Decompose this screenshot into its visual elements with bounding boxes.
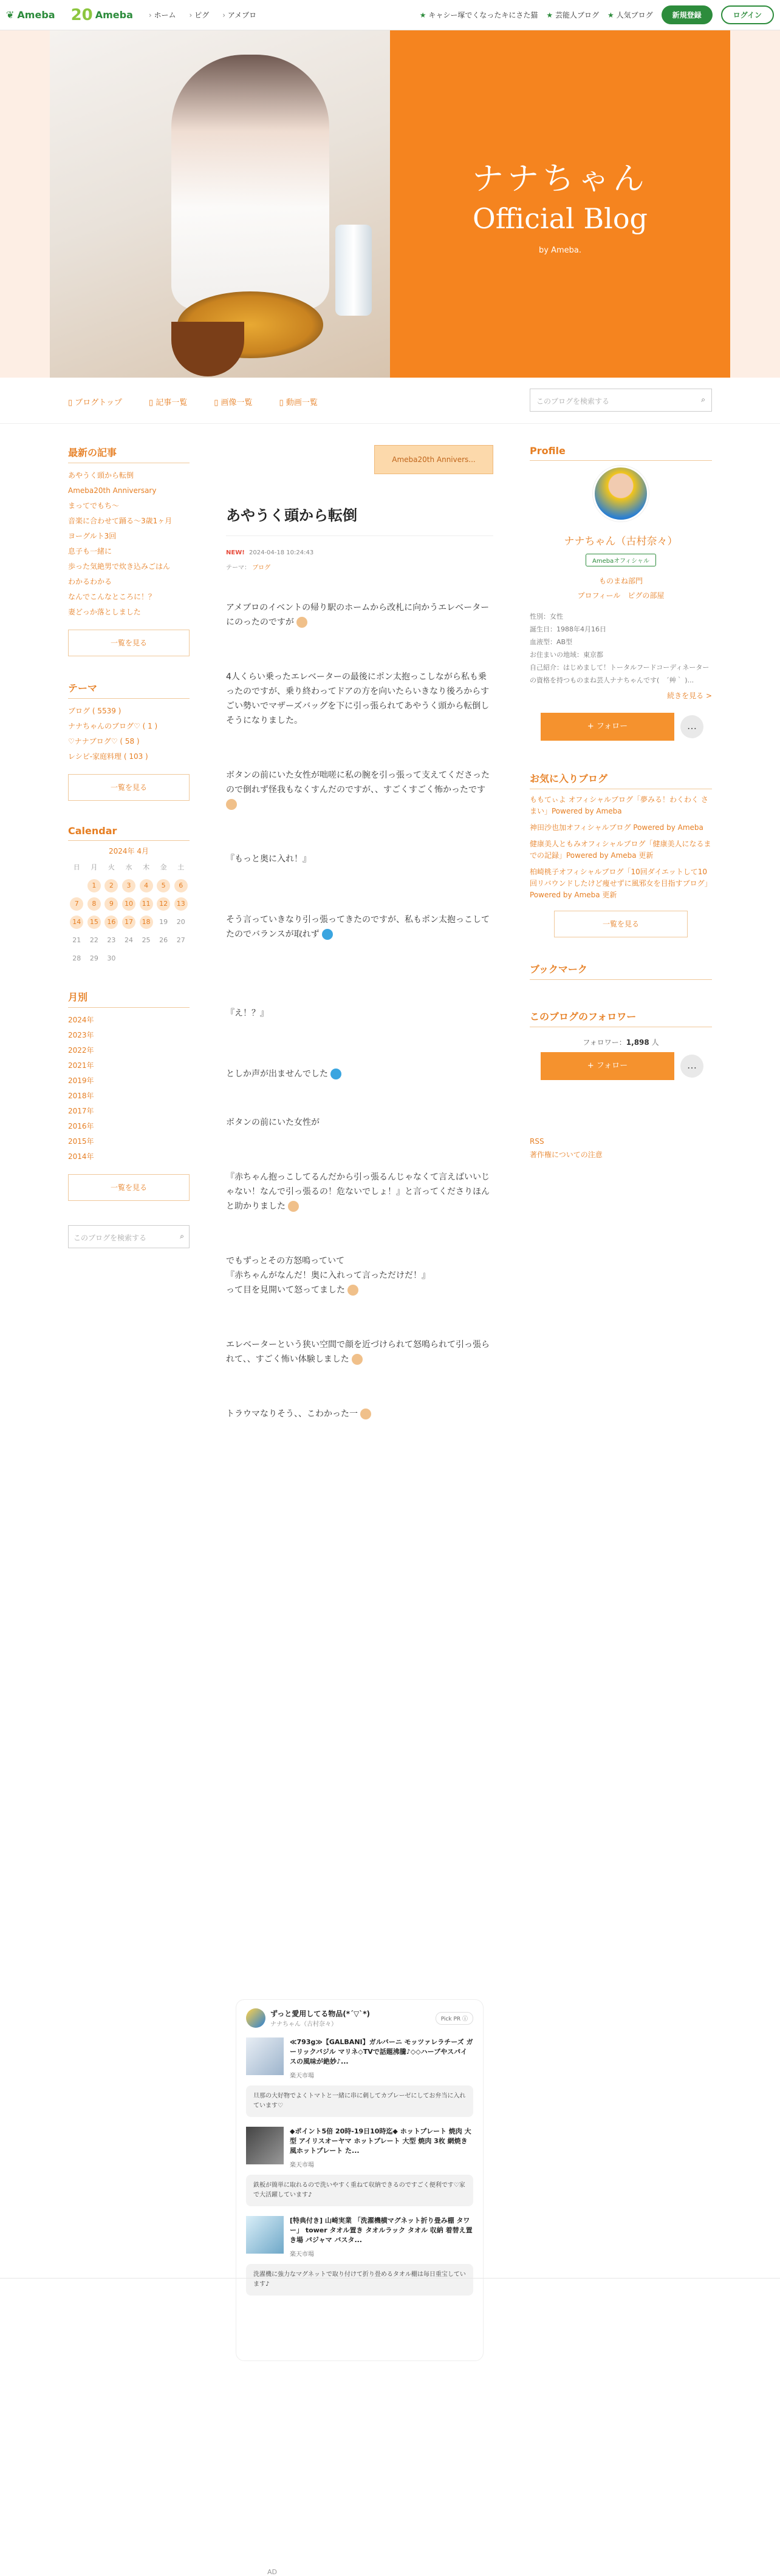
blog-nav [0,378,780,424]
calendar-day-number: 22 [89,936,98,944]
entry-paragraph [226,1170,493,1214]
entry-paragraph [226,1254,493,1297]
profile-name[interactable]: ナナちゃん（古村奈々） [564,535,678,548]
pickpr-badge[interactable]: Pick PR ⓘ [436,2012,473,2025]
calendar-day-number: 2 [104,879,118,892]
emoji-icon [296,617,307,628]
photo-person [171,55,329,310]
calendar-day[interactable] [120,897,138,911]
calendar-day-number: 1 [87,879,101,892]
calendar-day-number: 14 [70,916,83,929]
archive-year-link[interactable]: 2023年 [68,1031,94,1039]
entry-paragraph [226,852,493,866]
product-shop: 楽天市場 [290,2251,314,2258]
ameba-logo[interactable] [6,9,55,21]
profile-intro: 自己紹介：はじめまして！トータルフードコーディネーターの資格を持つものまね芸人ナナちゃんです( ´艸｀ )... [530,664,710,684]
recent-entry-link[interactable]: あやうく頭から転倒 [68,471,134,480]
calendar-day[interactable] [137,897,155,911]
follower-count-value: 1,898 [626,1038,649,1047]
anniversary-logo-number: 20 [70,5,93,24]
entry-paragraph [226,1067,493,1081]
follower-count [530,1037,712,1047]
header-photo [50,30,390,378]
anniversary-logo[interactable] [71,6,133,24]
theme-more-button[interactable]: 一覧を見る [68,774,190,801]
nav-home[interactable]: › ホーム [149,10,176,20]
calendar-day[interactable] [120,879,138,892]
emoji-icon [330,1069,341,1079]
anniversary-logo-text: Ameba [95,9,133,21]
calendar-day [120,952,138,965]
calendar-day-number: 10 [122,897,135,911]
pickpr-item[interactable] [246,2127,473,2169]
blog-subtitle: Official Blog [473,202,648,235]
copyright-notice-link[interactable]: 著作権についての注意 [530,1150,603,1159]
recent-entry-link[interactable]: Ameba20th Anniversary [68,486,157,495]
calendar-day-number: 20 [176,918,185,926]
calendar-day [155,952,173,965]
sidebar-search-input[interactable] [68,1225,190,1248]
entry-meta [226,549,493,556]
follower-count-label: フォロワー： [583,1038,626,1047]
product-shop: 楽天市場 [290,2162,314,2169]
bookmark-title: ブックマーク [530,962,712,980]
entry-text-line: としか声が出ませんでした [226,1067,493,1081]
product-thumbnail[interactable] [246,2037,284,2075]
feed-links [530,1135,712,1161]
calendar-day-number: 12 [157,897,170,911]
product-name[interactable]: [特典付き] 山崎実業 「洗濯機横マグネット折り畳み棚 タワー」 tower タオル置き タオルラック タオル 収納 着替え置き場 パジャマ バスタ... [290,2217,473,2244]
login-button[interactable]: ログイン [721,5,774,24]
product-thumbnail[interactable] [246,2127,284,2164]
entry-text-line: アメブロのイベントの帰り駅のホームから改札に向かうエレベーターにのったのですが [226,603,490,627]
calendar-day-number: 28 [72,954,81,962]
calendar-day-number: 30 [107,954,116,962]
register-button[interactable]: 新規登録 [662,5,713,24]
photo-bowl [171,322,244,376]
favorite-blog-link[interactable]: 神田沙也加オフィシャルブログ Powered by Ameba [530,823,703,832]
calendar-day-number: 4 [140,879,153,892]
archive-year-link[interactable]: 2016年 [68,1122,94,1130]
profile-avatar[interactable] [593,466,649,522]
calendar-day[interactable] [103,916,120,929]
archive-year-link[interactable]: 2014年 [68,1152,94,1161]
profile-location: お住まいの地域：東京都 [530,651,603,659]
header-link-trending[interactable]: ★ キャシー塚でくなったキにさた猫 [420,10,538,20]
calendar-day-number: 18 [140,916,153,929]
emoji-icon [347,1285,358,1296]
calendar-day[interactable] [68,897,86,911]
pickpr-title: ずっと愛用してる物品(*´▽`*) [270,2010,371,2018]
calendar-day[interactable] [137,879,155,892]
profile-info [530,610,712,687]
recent-entry-link[interactable]: まってでもち～ [68,501,120,510]
calendar-day-number: 7 [70,897,83,911]
entry-article [226,445,493,1421]
calendar-day [68,952,86,965]
calendar-day-number: 29 [89,954,98,962]
calendar-grid [68,861,190,965]
more-options-icon[interactable]: … [680,1055,703,1078]
calendar-day-number: 6 [174,879,188,892]
entry-date: 2024-04-18 10:24:43 [248,549,314,556]
calendar-day [120,934,138,947]
entry-text-line: 4人くらい乗ったエレベーターの最後にポン太抱っこしながら私も乗ったのですが、乗り終わってドアの方を向いたらいきなり後ろからすごい勢いでマザーズバッグを下に引っ張られてあやうく頭から転倒しそうになりました。 [226,672,490,726]
emoji-icon [322,929,333,940]
search-icon[interactable]: ⌕ [180,1232,184,1240]
entry-text-line: そう言っていきなり引っ張ってきたのですが、私もポン太抱っこしてたのでバランスが取れず [226,915,490,939]
follower-count-unit: 人 [649,1038,659,1047]
recent-more-button[interactable]: 一覧を見る [68,630,190,656]
new-badge: NEW! [226,549,245,556]
pickpr-item[interactable] [246,2216,473,2258]
entry-paragraph [226,1115,493,1130]
nav-ameblo[interactable]: › アメブロ [222,10,256,20]
favorite-more-button[interactable]: 一覧を見る [554,911,688,937]
header-right [420,5,774,24]
archive-year-link[interactable]: 2024年 [68,1016,94,1024]
recent-entry-link[interactable]: 妻どっか落としました [68,608,141,616]
calendar-day [172,916,190,929]
calendar-day-number: 5 [157,879,170,892]
monthly-archive-title: 月別 [68,990,190,1008]
sidebar-search-placeholder: このブログを検索する [74,1234,147,1242]
calendar-day-number: 16 [104,916,118,929]
calendar-day [103,934,120,947]
product-comment: 洗濯機に強力なマグネットで取り付けて折り畳めるタオル棚は毎日重宝しています♪ [246,2264,473,2296]
calendar-day [172,952,190,965]
entry-text-line: 『赤ちゃんがなんだ！奥に入れって言っただけだ！』 [226,1271,430,1280]
profile-title: Profile [530,445,712,461]
theme-link[interactable]: ナナちゃんのブログ♡ ( 1 ) [68,722,158,730]
global-nav [149,10,256,20]
entry-paragraph [226,1337,493,1367]
hashtag-button[interactable]: Ameba20th Annivers... [374,445,493,474]
calendar-weekday: 金 [160,863,167,871]
entry-text-line: 『赤ちゃん抱っこしてるんだから引っ張るんじゃなくて言えばいいじゃない！なんで引っ張るの！危ないでしょ！』と言ってくださりほんと助かりました [226,1172,490,1211]
archive-year-link[interactable]: 2018年 [68,1092,94,1100]
theme-title: テーマ [68,681,190,699]
calendar-weekday: 水 [125,863,132,871]
calendar-day [172,934,190,947]
header-link-celebrity-blog[interactable]: ★ 芸能人ブログ [546,10,599,20]
header-link-popular-blog[interactable]: ★ 人気ブログ [607,10,653,20]
tab-entry-list[interactable]: ▯ 記事一覧 [149,396,187,407]
pick-pr-box [236,1999,484,2361]
entry-paragraph [226,768,493,812]
photo-bottle [335,225,372,316]
entry-body [226,600,493,1421]
recent-entry-link[interactable]: 歩った気絶男で炊き込みごはん [68,562,171,571]
calendar-day [155,916,173,929]
calendar-weekday: 土 [177,863,185,871]
tab-video-list[interactable]: ▯ 動画一覧 [279,396,318,407]
calendar-day-number: 13 [174,897,188,911]
tab-image-list[interactable]: ▯ 画像一覧 [214,396,252,407]
entry-title: あやうく頭から転倒 [226,503,493,536]
pickpr-avatar [246,2008,265,2028]
archive-more-button[interactable]: 一覧を見る [68,1174,190,1201]
archive-year-link[interactable]: 2019年 [68,1076,94,1085]
emoji-icon [352,1354,363,1365]
entry-text-line: トラウマなりそう、、こわかった一 [226,1407,493,1421]
calendar-day-number: 19 [159,918,168,926]
blog-title: ナナちゃん [471,161,648,197]
calendar-day-number: 8 [87,897,101,911]
follow-button-bottom[interactable]: + フォロー [541,1052,674,1080]
profile-category-link[interactable]: ものまね部門 [598,577,643,585]
calendar-day[interactable] [172,897,190,911]
entry-text-line: 『え！？』 [226,1008,269,1018]
calendar-day[interactable] [103,879,120,892]
by-ameba: by Ameba. [539,246,581,255]
calendar-day[interactable] [155,897,173,911]
calendar-day-number: 23 [107,936,116,944]
rss-link[interactable]: RSS [530,1137,544,1146]
calendar-day[interactable] [155,879,173,892]
entry-paragraph [226,1407,493,1421]
entry-text-line: って目を見開いて怒ってました [226,1283,493,1297]
recent-entry-link[interactable]: ヨーグルト3回 [68,532,117,540]
recent-entry-link[interactable]: 息子も一緒に [68,547,112,556]
archive-year-link[interactable]: 2017年 [68,1107,94,1115]
profile-blood-type: 血液型：AB型 [530,638,573,646]
profile-gender: 性別：女性 [530,613,563,620]
recent-entry-link[interactable]: 音楽に合わせて踊る～3歳1ヶ月 [68,517,173,525]
archive-year-link[interactable]: 2022年 [68,1046,94,1055]
entry-paragraph [226,912,493,942]
calendar-day[interactable] [172,879,190,892]
followers-title: このブログのフォロワー [530,1009,712,1027]
more-options-icon[interactable]: … [680,715,703,738]
calendar-day[interactable] [120,916,138,929]
ameba-logo-text: Ameba [17,9,55,21]
recent-entry-link[interactable]: なんでこんなところに！？ [68,593,156,601]
calendar-month: 2024年 4月 [109,847,149,855]
blog-header-banner[interactable] [50,30,730,378]
calendar-weekday: 火 [108,863,115,871]
ameba-leaf-icon: ❦ [6,9,15,21]
calendar-title: Calendar [68,825,190,841]
pickpr-item[interactable] [246,2037,473,2079]
calendar-weekday: 月 [91,863,98,871]
recent-entries-title: 最新の記事 [68,445,190,463]
blog-search-input[interactable] [530,389,712,412]
calendar-day [68,934,86,947]
calendar-day [137,952,155,965]
favorite-blog-link[interactable]: ももてぃよ オフィシャルブログ「夢みる！わくわく さまい」Powered by Ameba [530,795,708,815]
ad-label: AD [267,2568,277,2576]
calendar-day[interactable] [103,897,120,911]
right-sidebar [530,445,712,1161]
archive-year-link[interactable]: 2021年 [68,1061,94,1070]
calendar-day [68,879,86,892]
favorite-blog-link[interactable]: 柏崎桃子オフィシャルブログ「10回ダイエットして10回リバウンドしたけど痩せずに風邪女を目指すブログ」Powered by Ameba 更新 [530,868,712,899]
footer-divider [0,2278,780,2279]
calendar-day[interactable] [86,879,103,892]
profile-birthday: 誕生日：1988年4月16日 [530,625,606,633]
theme-link[interactable]: レシピ-家庭料理 ( 103 ) [68,752,148,761]
entry-text-line: でもずっとその方怒鳴っていて [226,1256,345,1266]
emoji-icon [288,1201,299,1212]
entry-paragraph [226,600,493,630]
calendar-day[interactable] [86,897,103,911]
entry-text-line: ボタンの前にいた女性が咄嗟に私の腕を引っ張って支えてくださったので倒れず怪我もなくすんだのですが、、すごくすごく怖かったです [226,768,493,812]
entry-paragraph [226,1006,493,1021]
profile-links[interactable]: プロフィール ピグの部屋 [577,591,665,600]
calendar-day-number: 17 [122,916,135,929]
entry-theme [226,562,493,571]
favorite-blog-link[interactable]: 健康美人ともみオフィシャルブログ「健康美人になるまでの記録」Powered by Ameba 更新 [530,840,711,860]
calendar-day[interactable] [86,916,103,929]
calendar-day [155,934,173,947]
left-sidebar [68,445,190,1248]
official-badge: Amebaオフィシャル [586,554,656,566]
product-comment: 鉄板が簡単に取れるので洗いやすく重ねて収納できるのですごく便利です♡家で大活躍しています♪ [246,2175,473,2206]
tab-blog-top[interactable]: ▯ ブログトップ [68,396,122,407]
theme-link[interactable]: ブログ ( 5539 ) [68,707,121,715]
calendar-weekday: 木 [143,863,150,871]
main-content [0,424,780,2576]
entry-theme-label: テーマ： [226,565,250,571]
entry-text-line: 『もっと奥に入れ！』 [226,854,311,864]
calendar-day-number: 27 [176,936,185,944]
product-name[interactable]: ◆ポイント5倍 20時-19日10時迄◆ ホットプレート 焼肉 大型 アイリスオーヤマ ホットプレート 大型 焼肉 3枚 網焼き風ホットプレート た... [290,2127,471,2155]
calendar-day-number: 3 [122,879,135,892]
global-header [0,0,780,30]
product-shop: 楽天市場 [290,2073,314,2079]
search-icon[interactable]: ⌕ [701,395,705,404]
product-thumbnail[interactable] [246,2216,284,2254]
entry-theme-link[interactable]: ブログ [252,565,271,571]
theme-link[interactable]: ♡ナナブログ♡ ( 58 ) [68,737,140,746]
header-title-panel [390,30,730,378]
entry-text-line: ボタンの前にいた女性が [226,1118,320,1127]
follow-button[interactable]: + フォロー [541,713,674,741]
calendar-day [137,934,155,947]
nav-pigg[interactable]: › ピグ [190,10,210,20]
calendar-day-number: 26 [159,936,168,944]
calendar-day-number: 15 [87,916,101,929]
calendar-day-number: 21 [72,936,81,944]
calendar-weekday: 日 [73,863,80,871]
recent-entry-link[interactable]: わかるわかる [68,577,112,586]
calendar-day[interactable] [68,916,86,929]
blog-search-placeholder: このブログを検索する [536,397,610,406]
entry-text-line: エレベーターという狭い空間で顔を近づけられて怒鳴られて引っ張られて、、すごく怖い体験しました [226,1340,490,1364]
pickpr-author: ナナちゃん（古村奈々） [270,2021,337,2028]
calendar-day [86,934,103,947]
emoji-icon [226,799,237,810]
product-name[interactable]: ≪793g≫【GALBANI】ガルバーニ モッツァレラチーズ ガーリックバジル マリネ◇TVで話題沸騰♪◇◇ハーブやスパイスの風味が絶妙♪... [290,2038,473,2065]
calendar-day-number: 25 [142,936,151,944]
emoji-icon [360,1409,371,1419]
profile-read-more[interactable]: 続きを見る > [667,692,712,700]
calendar-day [103,952,120,965]
archive-year-link[interactable]: 2015年 [68,1137,94,1146]
favorite-blogs-title: お気に入りブログ [530,771,712,789]
entry-paragraph [226,670,493,728]
calendar-day-number: 9 [104,897,118,911]
calendar-day[interactable] [137,916,155,929]
calendar-day-number: 11 [140,897,153,911]
calendar-day-number: 24 [124,936,133,944]
calendar-day [86,952,103,965]
blog-header [0,30,780,378]
product-comment: 旦那の大好物でよくトマトと一緒に串に刺してカプレーゼにしてお弁当に入れています♡ [246,2085,473,2117]
